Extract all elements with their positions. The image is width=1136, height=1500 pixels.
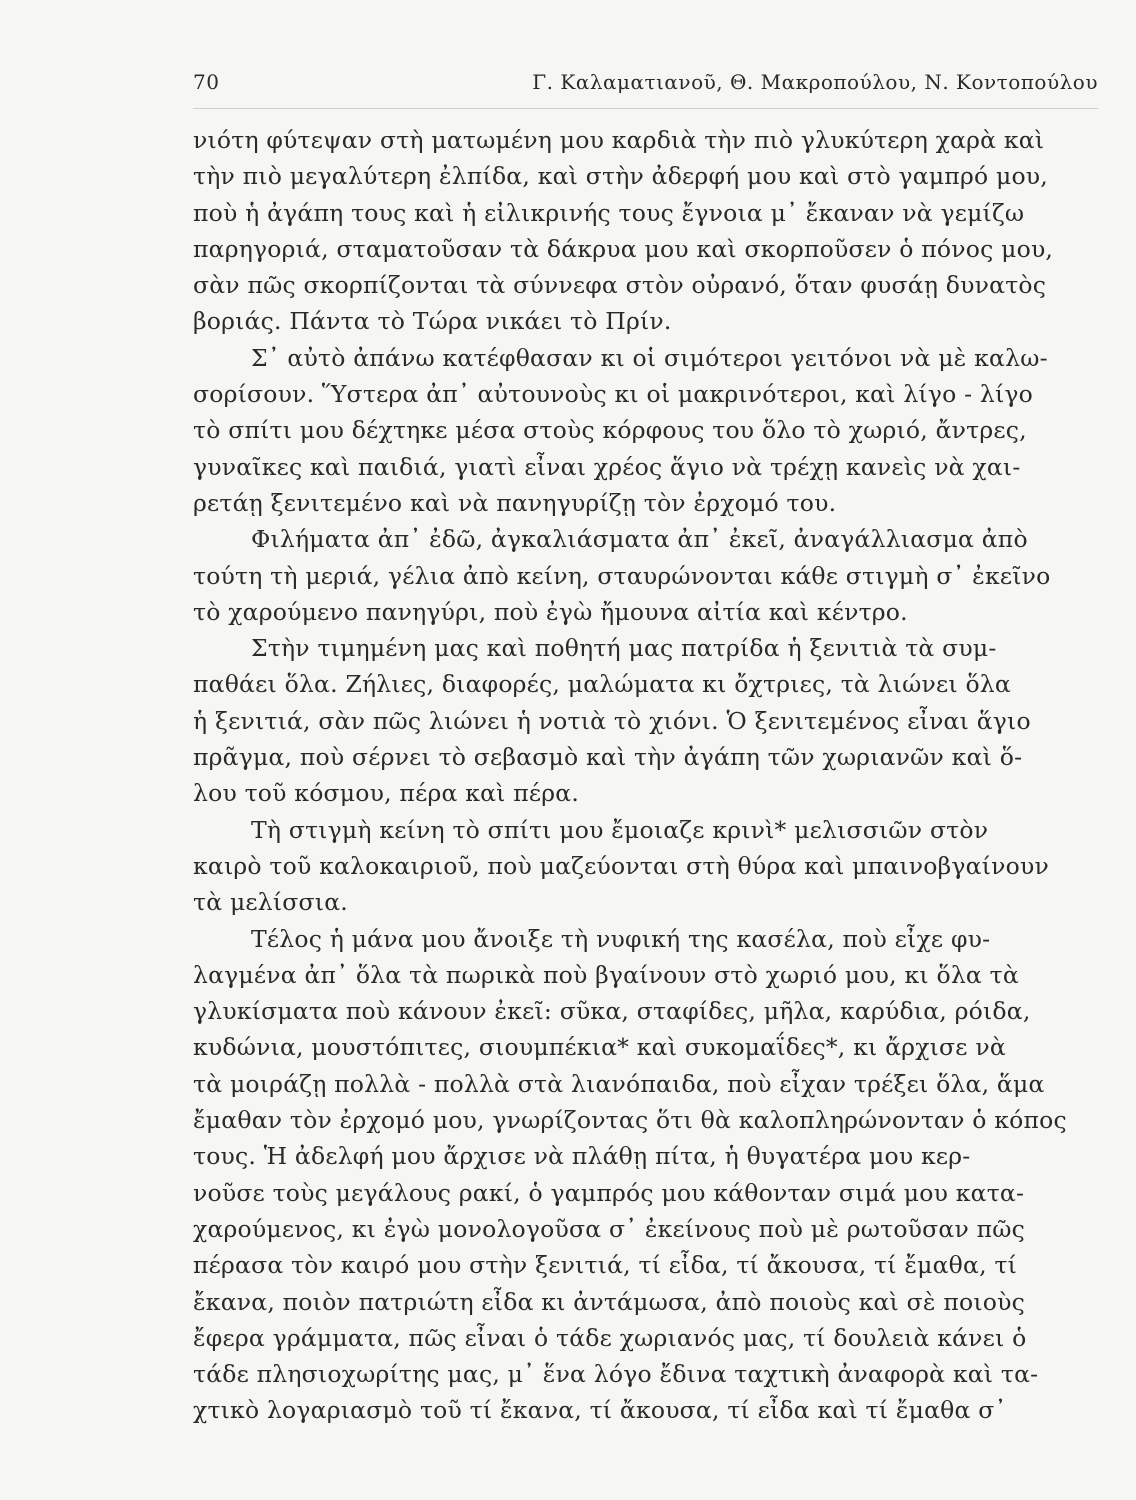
text-line: σορίσουν. Ὕστερα ἀπ᾿ αὐτουνοὺς κι οἱ μακρινότεροι, καὶ λίγο - λίγο xyxy=(193,380,1034,409)
text-line: ἔμαθαν τὸν ἐρχομό μου, γνωρίζοντας ὅτι θὰ καλοπληρώνονταν ὁ κόπος xyxy=(193,1106,1067,1135)
body-text xyxy=(193,122,1067,1429)
text-line: πέρασα τὸν καιρό μου στὴν ξενιτιά, τί εἶδα, τί ἄκουσα, τί ἔμαθα, τί xyxy=(193,1251,1018,1280)
text-line: λαγμένα ἀπ᾿ ὅλα τὰ πωρικὰ ποὺ βγαίνουν στὸ χωριό μου, κι ὅλα τὰ xyxy=(193,960,1019,989)
text-line: ἔκανα, ποιὸν πατριώτη εἶδα κι ἀντάμωσα, ἀπὸ ποιοὺς καὶ σὲ ποιοὺς xyxy=(193,1287,1025,1316)
text-line: τάδε πλησιοχωρίτης μας, μ᾿ ἕνα λόγο ἔδινα ταχτικὴ ἀναφορὰ καὶ τα- xyxy=(193,1360,1039,1389)
text-line: παθάει ὅλα. Ζήλιες, διαφορές, μαλώματα κι ὄχτριες, τὰ λιώνει ὅλα xyxy=(193,670,1011,699)
text-line: τους. Ἡ ἀδελφή μου ἄρχισε νὰ πλάθῃ πίτα, ἡ θυγατέρα μου κερ- xyxy=(193,1142,971,1171)
text-line: χτικὸ λογαριασμὸ τοῦ τί ἔκανα, τί ἄκουσα, τί εἶδα καὶ τί ἔμαθα σ᾿ xyxy=(193,1396,1007,1425)
text-line: νοῦσε τοὺς μεγάλους ρακί, ὁ γαμπρός μου κάθονταν σιμά μου κατα- xyxy=(193,1178,1025,1207)
text-line: πρᾶγμα, ποὺ σέρνει τὸ σεβασμὸ καὶ τὴν ἀγάπη τῶν χωριανῶν καὶ ὅ- xyxy=(193,743,1023,772)
text-line: καιρὸ τοῦ καλοκαιριοῦ, ποὺ μαζεύονται στὴ θύρα καὶ μπαινοβγαίνουν xyxy=(193,851,1049,880)
paragraph-start-line: Στὴν τιμημένη μας καὶ ποθητή μας πατρίδα ἡ ξενιτιὰ τὰ συμ- xyxy=(251,634,997,663)
text-line: λου τοῦ κόσμου, πέρα καὶ πέρα. xyxy=(193,779,580,808)
text-line: τὴν πιὸ μεγαλύτερη ἐλπίδα, καὶ στὴν ἀδερφή μου καὶ στὸ γαμπρό μου, xyxy=(193,162,1048,191)
text-line: ἡ ξενιτιά, σὰν πῶς λιώνει ἡ νοτιὰ τὸ χιόνι. Ὁ ξενιτεμένος εἶναι ἅγιο xyxy=(193,706,1031,735)
text-line: τὸ σπίτι μου δέχτηκε μέσα στοὺς κόρφους του ὅλο τὸ χωριό, ἄντρες, xyxy=(193,416,1027,445)
text-line: τὸ χαρούμενο πανηγύρι, ποὺ ἐγὼ ἤμουνα αἰτία καὶ κέντρο. xyxy=(193,597,908,626)
page-number: 70 xyxy=(193,70,220,94)
text-line: γυναῖκες καὶ παιδιά, γιατὶ εἶναι χρέος ἅγιο νὰ τρέχῃ κανεὶς νὰ χαι- xyxy=(193,452,1021,481)
text-line: σὰν πῶς σκορπίζονται τὰ σύννεφα στὸν οὐρανό, ὅταν φυσάῃ δυνατὸς xyxy=(193,271,1047,300)
text-line: χαρούμενος, κι ἐγὼ μονολογοῦσα σ᾿ ἐκείνους ποὺ μὲ ρωτοῦσαν πῶς xyxy=(193,1214,1026,1243)
text-line: βοριάς. Πάντα τὸ Τώρα νικάει τὸ Πρίν. xyxy=(193,307,672,336)
header-rule xyxy=(193,108,1098,109)
text-line: τούτη τὴ μεριά, γέλια ἀπὸ κείνη, σταυρώνονται κάθε στιγμὴ σ᾿ ἐκεῖνο xyxy=(193,561,1051,590)
text-line: ρετάῃ ξενιτεμένο καὶ νὰ πανηγυρίζῃ τὸν ἐρχομό του. xyxy=(193,488,837,517)
running-title: Γ. Καλαματιανοῦ, Θ. Μακροπούλου, Ν. Κοντοπούλου xyxy=(532,70,1098,94)
text-line: ἔφερα γράμματα, πῶς εἶναι ὁ τάδε χωριανός μας, τί δουλειὰ κάνει ὁ xyxy=(193,1323,1027,1352)
paragraph-start-line: Φιλήματα ἀπ᾿ ἐδῶ, ἀγκαλιάσματα ἀπ᾿ ἐκεῖ, ἀναγάλλιασμα ἀπὸ xyxy=(251,525,1028,554)
text-line: ποὺ ἡ ἀγάπη τους καὶ ἡ εἰλικρινής τους ἔγνοια μ᾿ ἔκαναν νὰ γεμίζω xyxy=(193,198,1025,227)
paragraph-start-line: Τὴ στιγμὴ κείνη τὸ σπίτι μου ἔμοιαζε κρινὶ* μελισσιῶν στὸν xyxy=(251,815,989,844)
text-line: γλυκίσματα ποὺ κάνουν ἐκεῖ: σῦκα, σταφίδες, μῆλα, καρύδια, ρόιδα, xyxy=(193,997,1031,1026)
text-line: νιότη φύτεψαν στὴ ματωμένη μου καρδιὰ τὴν πιὸ γλυκύτερη χαρὰ καὶ xyxy=(193,126,1045,154)
running-header xyxy=(193,70,1098,94)
text-line: τὰ μελίσσια. xyxy=(193,888,348,917)
text-line: τὰ μοιράζῃ πολλὰ - πολλὰ στὰ λιανόπαιδα, ποὺ εἶχαν τρέξει ὅλα, ἅμα xyxy=(193,1069,1045,1098)
text-line: παρηγοριά, σταματοῦσαν τὰ δάκρυα μου καὶ σκορποῦσεν ὁ πόνος μου, xyxy=(193,234,1054,263)
paragraph-start-line: Σ᾿ αὐτὸ ἀπάνω κατέφθασαν κι οἱ σιμότεροι γειτόνοι νὰ μὲ καλω- xyxy=(251,343,1048,372)
paragraph-start-line: Τέλος ἡ μάνα μου ἄνοιξε τὴ νυφική της κασέλα, ποὺ εἶχε φυ- xyxy=(251,924,991,953)
text-line: κυδώνια, μουστόπιτες, σιουμπέκια* καὶ συκομαΐδες*, κι ἄρχισε νὰ xyxy=(193,1033,1006,1062)
